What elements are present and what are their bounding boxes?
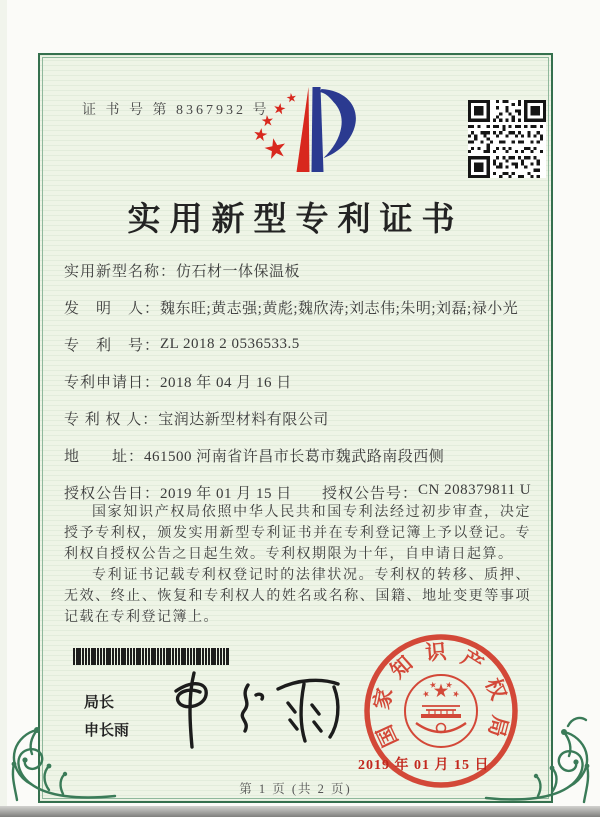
seal-char: 家	[369, 685, 398, 712]
legal-paragraph-2: 专利证书记载专利权登记时的法律状况。专利权的转移、质押、无效、终止、恢复和专利权人的姓名或名称、国籍、地址变更等事项记载在专利登记簿上。	[64, 568, 531, 625]
logo-red-wedge	[297, 87, 310, 172]
field-label: 实用新型名称：	[64, 264, 177, 280]
field-list	[64, 252, 532, 511]
signature	[150, 665, 360, 753]
seal-char: 产	[457, 645, 488, 677]
emblem-stars	[422, 681, 460, 698]
barcode	[73, 648, 229, 665]
field-label: 专利申请日：	[64, 375, 161, 391]
logo-p-bowl	[320, 89, 356, 158]
certificate-number: 证 书 号 第 8367932 号	[82, 103, 270, 118]
field-value: 2019 年 01 月 15 日	[160, 486, 292, 502]
field-grant-number	[322, 482, 531, 503]
field-value: 2018 年 04 月 16 日	[160, 375, 292, 391]
cnipa-logo	[245, 79, 380, 179]
field-value: 魏东旺;黄志强;黄彪;魏欣涛;刘志伟;朱明;刘磊;禄小光	[160, 301, 519, 317]
seal-char: 局	[483, 713, 513, 740]
seal-char: 国	[372, 721, 403, 751]
field-row-address	[64, 437, 529, 474]
seal-char: 知	[385, 651, 418, 684]
director-name: 申长雨	[84, 722, 130, 739]
corner-ornament-bottom-left	[3, 712, 117, 804]
page-footer: 第 1 页 (共 2 页)	[239, 782, 352, 796]
photo-edge-shadow	[0, 806, 600, 817]
field-label: 授权公告号：	[322, 486, 419, 502]
field-row-name	[64, 252, 529, 289]
field-row-patent-no	[64, 326, 529, 363]
field-label: 发 明 人：	[64, 301, 161, 317]
field-row-filing-date	[64, 363, 529, 400]
seal-char: 权	[480, 674, 511, 704]
director-title: 局长	[84, 694, 115, 711]
field-grant-date	[64, 482, 322, 503]
certificate-frame	[38, 53, 553, 803]
field-value: ZL 2018 2 0536533.5	[160, 336, 300, 352]
logo-stars	[253, 92, 297, 159]
certificate-title: 实用新型专利证书	[127, 202, 464, 238]
field-row-inventors	[64, 289, 529, 326]
photo-left-edge	[0, 0, 7, 806]
field-label: 专 利 权 人：	[64, 412, 159, 428]
field-value: CN 208379811 U	[418, 482, 532, 498]
field-label: 专 利 号：	[64, 338, 161, 354]
field-label: 地 址：	[64, 449, 145, 465]
field-row-patentee	[64, 400, 529, 437]
qr-code	[468, 100, 546, 178]
corner-ornament-bottom-right	[484, 714, 598, 806]
legal-text	[64, 502, 531, 628]
logo-blue-bar	[312, 87, 324, 172]
seal-date: 2019 年 01 月 15 日	[358, 758, 490, 773]
legal-paragraph-1: 国家知识产权局依照中华人民共和国专利法经过初步审查，决定授予专利权，颁发实用新型专利证书并在专利登记簿上予以登记。专利权自授权公告之日起生效。专利权期限为十年，自申请日起算。	[64, 505, 531, 562]
field-value: 宝润达新型材料有限公司	[158, 412, 329, 428]
seal-char: 识	[424, 639, 448, 666]
field-value: 仿石材一体保温板	[176, 264, 301, 280]
field-value: 461500 河南省许昌市长葛市魏武路南段西侧	[144, 449, 445, 465]
field-label: 授权公告日：	[64, 486, 161, 502]
